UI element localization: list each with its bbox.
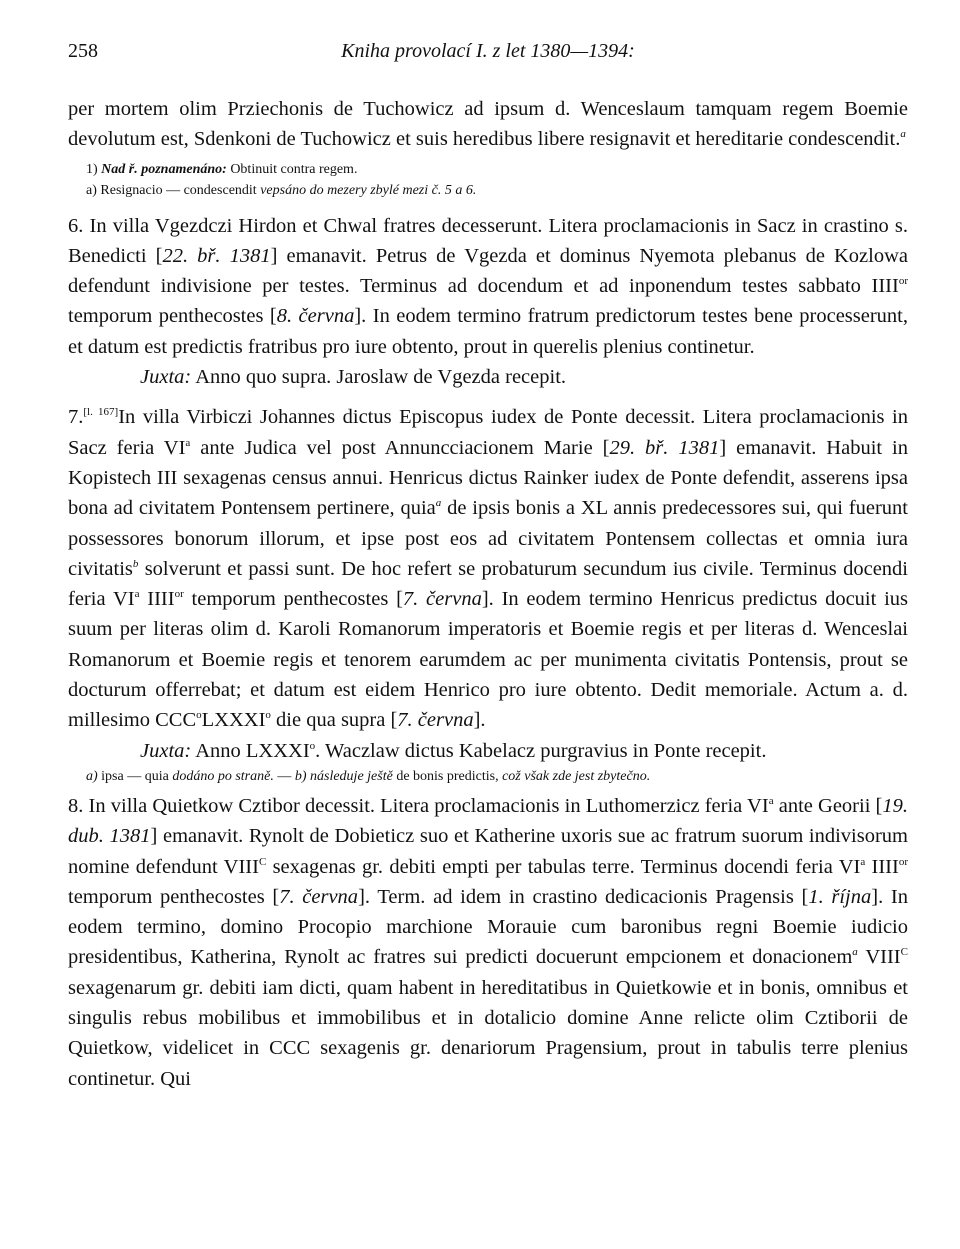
entry-number: 6. [68,214,84,237]
entry-number: 8. [68,794,84,817]
text-body [68,94,908,1094]
entry-6: 6. In villa Vgezdczi Hirdon et Chwal fratres decesserunt. Litera proclamacionis in Sacz in crastino s. Benedicti [22. bř. 1381] emanavit. Petrus de Vgezda et dominus Nyemota plebanus de Kozlowa defendunt indivisione per testes. Terminus ad docendum et ad inponendum testes sabbato $IIII^{or}$ temporum penthecostes [8. června]. In eodem termino fratrum predictorum testes bene processerunt, et datum est predictis fratribus pro iure obtento, prout in querelis plenius continetur. [68,211,908,362]
entry-8: 8. In villa Quietkow Cztibor decessit. Litera proclamacionis in Luthomerzicz feria $VI^a$ ante Georii [19. dub. 1381] emanavit. Rynolt de Dobieticz suo et Katherine uxoris sue ac fratrum suorum indivisorum nomine defendunt $VIII^C$ sexagenas gr. debiti empti per tabulas terre. Terminus docendi feria $VI^a$ $IIII^{or}$ temporum penthecostes [7. června]. Term. ad idem in crastino dedicacionis Pragensis [1. října]. In eodem termino, domino Procopio marchione Morauie cum baronibus regni Boemie iudicio presidentibus, Katherina, Rynolt ac fratres sui predicti docuerunt empcionem et donacionem$^a$ $VIII^C$ sexagenarum gr. debiti iam dicti, quam habent in hereditatibus in Quietkowie et in bonis, omnibus et singulis rebus mobilibus et immobilibus et in dotalicio domine Anne relicte olim Cztiborii de Quietkow, videlicet in CCC sexagenis gr. denariorum Pragensium, prout in tabulis terre plenius continetur. Qui [68,791,908,1094]
footnote-7: a) ipsa — quia dodáno po straně. — b) následuje ještě de bonis predictis, což však zde jest zbytečno. [86,768,651,784]
running-title: Kniha provolací I. z let 1380—1394: [341,40,635,62]
entry-6-juxta: Juxta: Anno quo supra. Jaroslaw de Vgezda recepit. [140,366,567,389]
continued-paragraph: per mortem olim Prziechonis de Tuchowicz ad ipsum d. Wenceslaum tamquam regem Boemie devolutum est, Sdenkoni de Tuchowicz et suis heredibus libere resignavit et hereditarie condescendit.$^a$ [68,98,908,151]
entry-7-juxta: Juxta: Anno LXXXI$^o$. Waczlaw dictus Kabelacz purgravius in Ponte recepit. [140,739,767,762]
running-head [68,40,908,70]
leaf-reference: [l. 167] [83,406,119,419]
footnote-1: 1) Nad ř. poznamenáno: Obtinuit contra regem. [86,161,358,177]
footnote-a: a) Resignacio — condescendit vepsáno do mezery zbylé mezi č. 5 a 6. [86,182,477,198]
entry-number: 7. [68,406,84,429]
page-number: 258 [68,40,98,62]
entry-7: 7.[l. 167]In villa Virbiczi Johannes dictus Episcopus iudex de Ponte decessit. Litera proclamacionis in Sacz feria $VI^a$ ante Judica vel post Annuncciacionem Marie [29. bř. 1381] emanavit. Habuit in Kopistech III sexagenas census annui. Henricus dictus Rainker iudex de Ponte defendit, asserens ipsa bona ad civitatem Pontensem pertinere, quia$^a$ de ipsis bonis a XL annis predecessores sui, qui fuerunt possessores bonorum illorum, et ipse post eos ad civitatem Pontensem collectas et omnia iura civitatis$^b$ solverunt et passi sunt. De hoc refert se probaturum secundum ius civile. Terminus docendi feria $VI^a$ $IIII^{or}$ temporum penthecostes [7. června]. In eodem termino Henricus predictus docuit ius suum per literas olim d. Karoli Romanorum imperatoris et Boemie regis et per literas d. Wenceslai Romanorum et Boemie regis et tenorem earumdem ac per munimenta civitatis Pontensis, prout se docturum offerrebat; et datum est eidem Henrico pro iure obtento. Dedit memoriale. Actum a. d. millesimo CCC$^o$LXXXI$^o$ die qua supra [7. června]. [68,402,908,735]
